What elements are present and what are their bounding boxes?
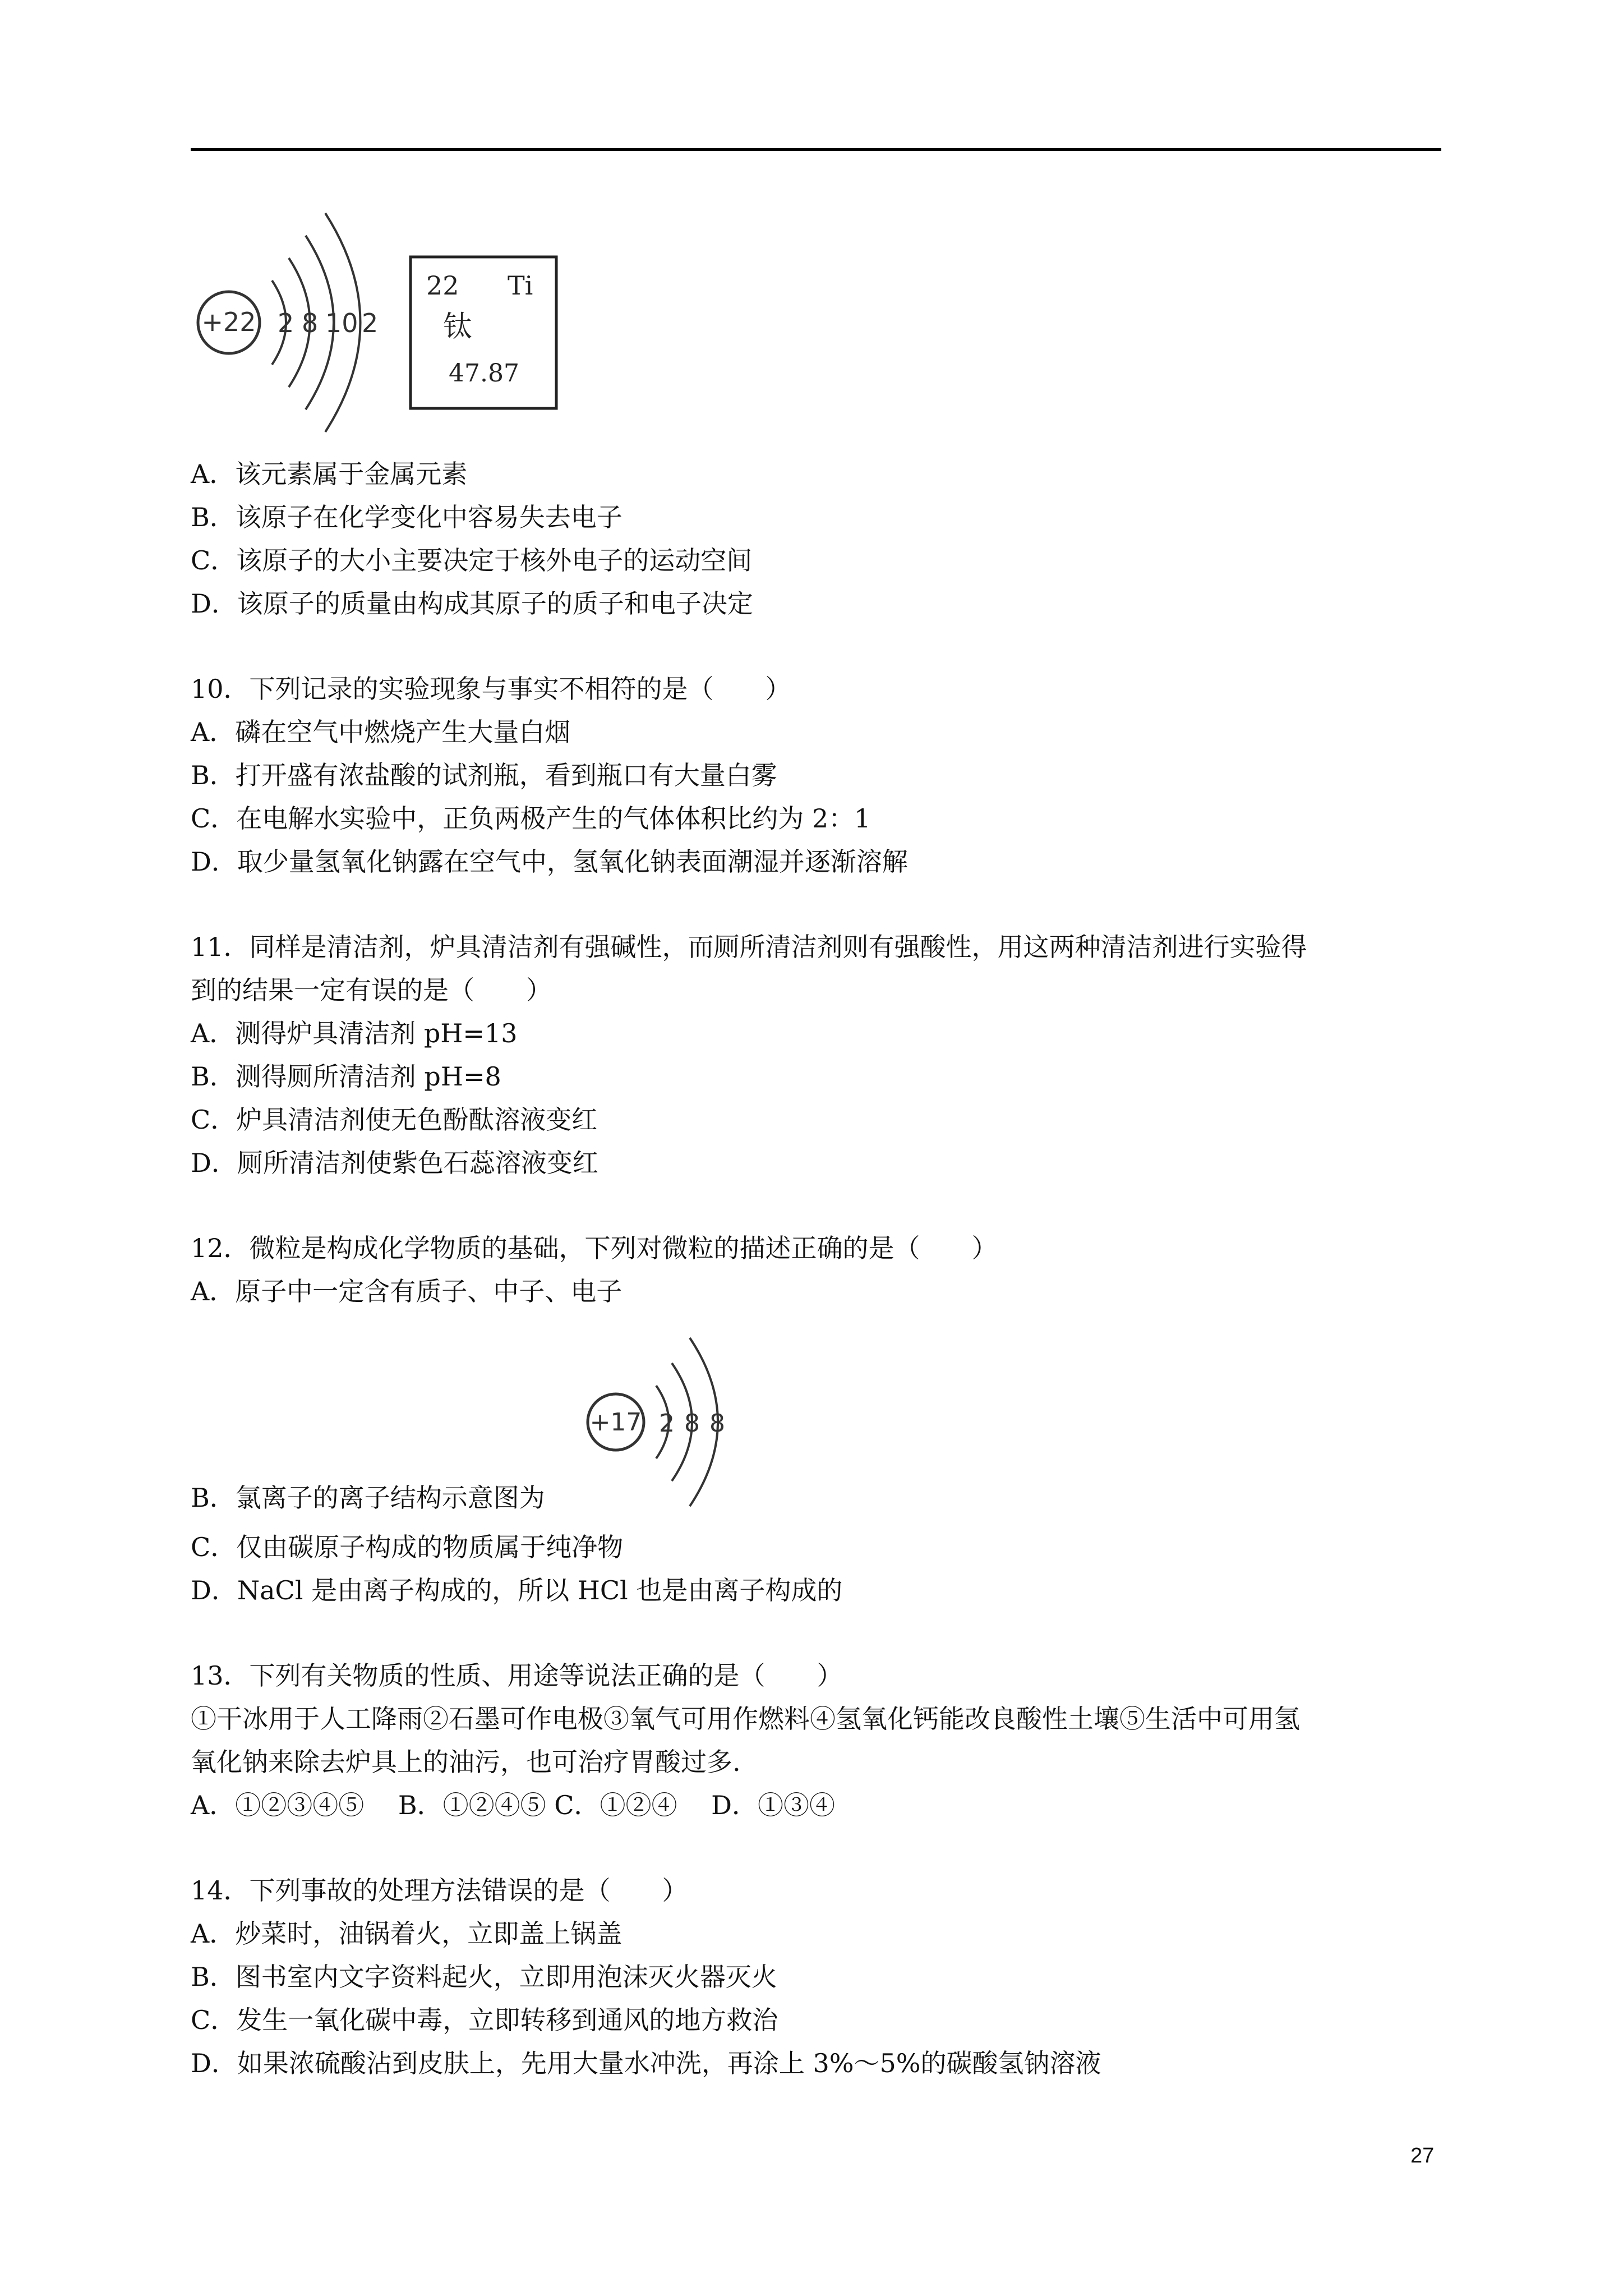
q11-option-d: D．厕所清洁剂使紫色石蕊溶液变红: [191, 1148, 598, 1178]
ti-name: 钛: [443, 310, 473, 344]
q10-option-a: A．磷在空气中燃烧产生大量白烟: [191, 717, 571, 747]
q11-option-c: C．炉具清洁剂使无色酚酞溶液变红: [191, 1105, 598, 1135]
q13-stem: 13．下列有关物质的性质、用途等说法正确的是（ ）: [191, 1660, 843, 1691]
q12-option-d: D．NaCl 是由离子构成的，所以 HCl 也是由离子构成的: [191, 1575, 843, 1605]
ti-atom-diagram: [191, 196, 583, 454]
q14-option-c: C．发生一氧化碳中毒，立即转移到通风的地方救治: [191, 2005, 778, 2035]
q9-option-a: A．该元素属于金属元素: [191, 459, 468, 489]
cl-shell-1-count: 2: [659, 1409, 675, 1438]
ti-atomic-number: 22: [426, 270, 459, 301]
q14-stem: 14．下列事故的处理方法错误的是（ ）: [191, 1875, 688, 1906]
cl-shell-3-count: 8: [709, 1409, 725, 1438]
q11-option-b: B．测得厕所清洁剂 pH=8: [191, 1061, 501, 1092]
q13-options: A．①②③④⑤ B．①②④⑤ C．①②④ D．①③④: [191, 1790, 835, 1820]
ti-shell-2-count: 8: [302, 308, 319, 338]
cl-ion-diagram: [583, 1321, 751, 1523]
q9-option-c: C．该原子的大小主要决定于核外电子的运动空间: [191, 545, 753, 576]
ti-nucleus-label: +22: [201, 307, 256, 337]
q9-option-d: D．该原子的质量由构成其原子的质子和电子决定: [191, 588, 753, 619]
q11-stem-line2: 到的结果一定有误的是（ ）: [191, 975, 552, 1005]
ti-mass: 47.87: [449, 359, 519, 388]
q14-option-b: B．图书室内文字资料起火，立即用泡沫灭火器灭火: [191, 1962, 777, 1992]
q14-option-d: D．如果浓硫酸沾到皮肤上，先用大量水冲洗，再涂上 3%～5%的碳酸氢钠溶液: [191, 2048, 1101, 2078]
q12-option-c: C．仅由碳原子构成的物质属于纯净物: [191, 1532, 624, 1562]
ti-shell-1-count: 2: [278, 308, 294, 338]
q13-body-line1: ①干冰用于人工降雨②石墨可作电极③氧气可用作燃料④氢氧化钙能改良酸性土壤⑤生活中可用氢: [191, 1704, 1300, 1734]
q10-option-b: B．打开盛有浓盐酸的试剂瓶，看到瓶口有大量白雾: [191, 760, 777, 790]
q12-stem: 12．微粒是构成化学物质的基础，下列对微粒的描述正确的是（ ）: [191, 1233, 998, 1263]
ti-shell-3-count: 10: [325, 308, 358, 338]
q10-stem: 10．下列记录的实验现象与事实不相符的是（ ）: [191, 674, 791, 704]
q13-body-line2: 氧化钠来除去炉具上的油污，也可治疗胃酸过多.: [191, 1747, 741, 1777]
q9-option-b: B．该原子在化学变化中容易失去电子: [191, 502, 623, 532]
q11-stem-line1: 11．同样是清洁剂，炉具清洁剂有强碱性，而厕所清洁剂则有强酸性，用这两种清洁剂进行实验得: [191, 932, 1307, 962]
q14-option-a: A．炒菜时，油锅着火，立即盖上锅盖: [191, 1918, 623, 1949]
cl-nucleus-label: +17: [589, 1408, 642, 1437]
q12-option-b: B．氯离子的离子结构示意图为: [191, 1483, 545, 1513]
q12-option-a: A．原子中一定含有质子、中子、电子: [191, 1276, 623, 1306]
q11-option-a: A．测得炉具清洁剂 pH=13: [191, 1018, 518, 1048]
cl-shell-2-count: 8: [684, 1409, 700, 1438]
q10-option-d: D．取少量氢氧化钠露在空气中，氢氧化钠表面潮湿并逐渐溶解: [191, 846, 908, 877]
q10-option-c: C．在电解水实验中，正负两极产生的气体体积比约为 2：1: [191, 803, 871, 834]
ti-shell-4-count: 2: [362, 308, 379, 338]
header-rule: [191, 148, 1441, 151]
ti-symbol: Ti: [508, 270, 533, 301]
page-number: 27: [1410, 2144, 1435, 2168]
